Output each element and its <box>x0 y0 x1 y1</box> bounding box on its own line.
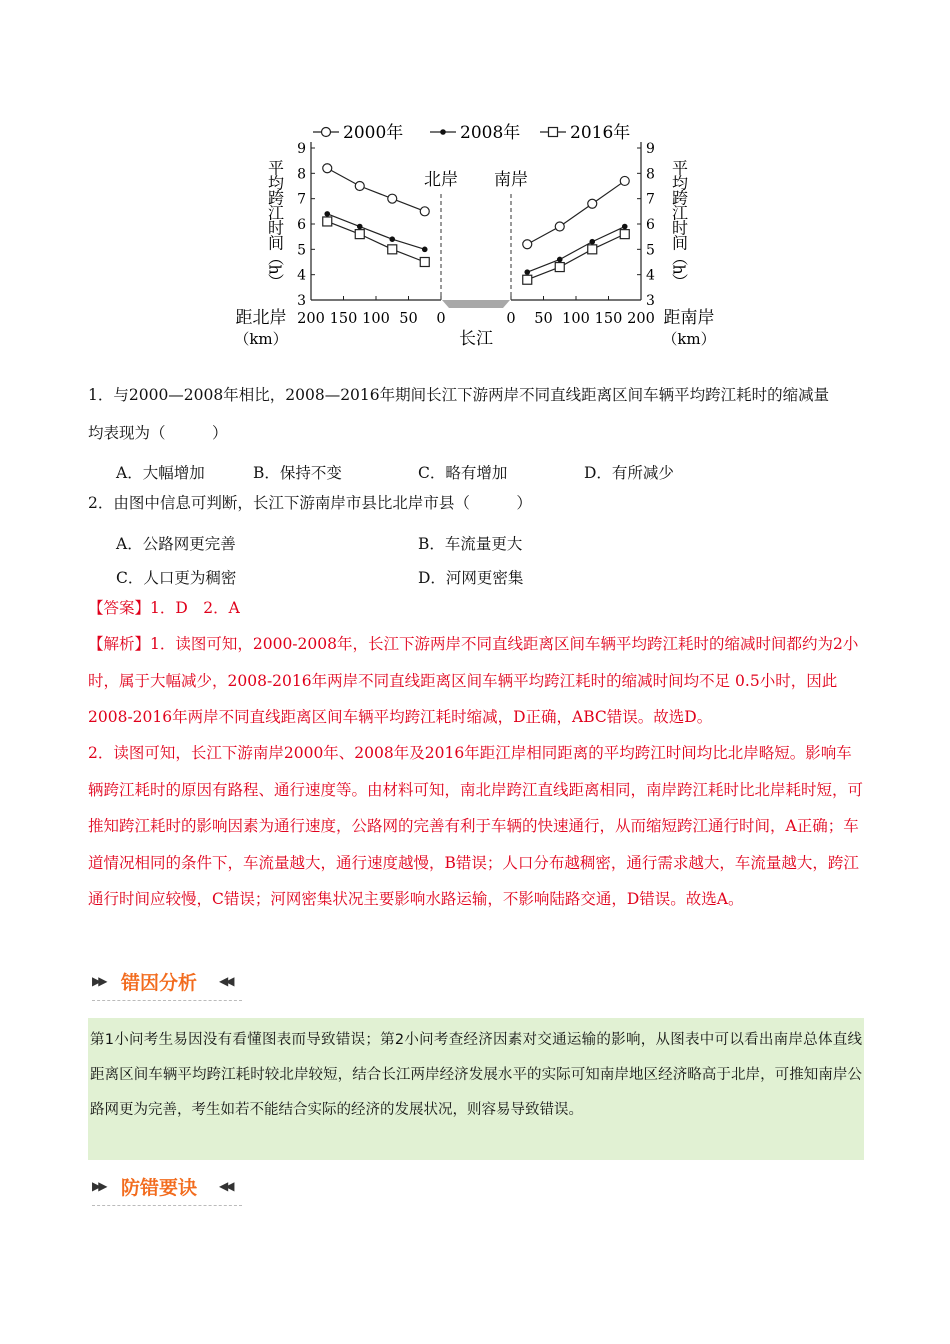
south-series-line-1 <box>527 227 625 273</box>
north-data-point <box>323 164 332 173</box>
q2-option-a: A．公路网更完善 <box>116 535 236 553</box>
q2-option-b: B．车流量更大 <box>418 535 523 553</box>
error-analysis-text: 第1小问考生易因没有看懂图表而导致错误；第2小问考查经济因素对交通运输的影响，从图表中可以看出南岸总体直线距离区间车辆平均跨江耗时较北岸较短，结合长江两岸经济发展水平的实际可知南岸地区经济略高于北岸，可推知南岸公路网更为完善，考生如若不能结合实际的经济的发展状况，则容易导致错误。 <box>90 1032 862 1118</box>
q1-stem-line1: 1．与2000—2008年相比，2008—2016年期间长江下游两岸不同直线距离区间车辆平均跨江耗时的缩减量 <box>88 386 830 404</box>
south-data-point <box>588 199 597 208</box>
river-shape <box>442 300 510 308</box>
south-x-unit-label: （km） <box>662 330 716 348</box>
left-y-tick-label: 5 <box>297 242 306 259</box>
left-y-tick-label: 6 <box>297 217 306 233</box>
north-data-point <box>388 194 397 203</box>
prevent-error-title: 防错要诀 <box>121 1177 198 1199</box>
north-x-axis-label: 距北岸 <box>235 308 287 328</box>
q1-option-a: A．大幅增加 <box>116 464 205 482</box>
analysis-paragraph-2: 2．读图可知，长江下游南岸2000年、2008年及2016年距江岸相同距离的平均跨江时间均比北岸略短。影响车辆跨江耗时的原因有路程、通行速度等。由材料可知，南北岸跨江直线距离相同，南岸跨江耗时比北岸耗时短，可推知跨江耗时的影响因素为通行速度，公路网的完善有利于车辆的快速通行，从而缩短跨江通行时间，A正确；车道情况相同的条件下，车流量越大，通行速度越慢，B错误；人口分布越稠密，通行需求越大，车流量越大，跨江通行时间应较慢，C错误；河网密集状况主要影响水路运输，不影响陆路交通，D错误。故选A。 <box>88 744 864 908</box>
north-data-point <box>389 236 395 242</box>
q1-option-b: B．保持不变 <box>253 464 342 482</box>
chart-svg <box>225 112 725 362</box>
north-x-tick-label: 200 <box>297 311 325 327</box>
south-data-point <box>620 176 629 185</box>
north-data-point <box>355 182 364 191</box>
south-series-line-0 <box>527 181 625 244</box>
south-x-tick-label: 50 <box>534 311 553 327</box>
north-data-point <box>324 211 330 217</box>
north-data-point <box>323 217 332 226</box>
north-data-point <box>420 258 429 267</box>
legend-marker <box>322 128 331 137</box>
legend-label: 2016年 <box>570 123 631 143</box>
south-data-point <box>622 224 628 230</box>
north-data-point <box>422 247 428 253</box>
river-label: 长江 <box>459 329 493 349</box>
right-y-tick-label: 5 <box>646 242 655 259</box>
q2-stem: 2．由图中信息可判断，长江下游南岸市县比北岸市县（ ） <box>88 494 532 512</box>
legend-label: 2000年 <box>343 123 404 143</box>
south-x-tick-label: 200 <box>627 311 655 327</box>
north-x-tick-label: 150 <box>329 311 358 327</box>
double-arrow-right-icon: ▶▶ <box>92 1179 105 1193</box>
double-arrow-left-icon: ◀◀ <box>219 974 232 988</box>
right-y-tick-label: 7 <box>646 191 655 208</box>
left-y-tick-label: 4 <box>297 267 306 284</box>
south-data-point <box>557 257 563 263</box>
error-analysis-box <box>88 1018 864 1160</box>
right-y-tick-label: 4 <box>646 267 655 284</box>
legend-label: 2008年 <box>460 123 521 143</box>
south-data-point <box>524 269 530 275</box>
south-x-tick-label: 100 <box>562 311 590 327</box>
north-series-line-0 <box>327 168 425 211</box>
south-data-point <box>555 263 564 272</box>
south-x-tick-label: 0 <box>506 311 516 327</box>
q2-option-c: C．人口更为稠密 <box>116 569 237 587</box>
south-data-point <box>555 222 564 231</box>
south-data-point <box>523 240 532 249</box>
south-data-point <box>620 230 629 239</box>
north-x-tick-label: 0 <box>436 311 446 327</box>
double-arrow-left-icon: ◀◀ <box>219 1179 232 1193</box>
north-series-line-2 <box>327 221 425 262</box>
prevent-error-header <box>92 1173 242 1206</box>
south-data-point <box>589 239 595 245</box>
left-y-tick-label: 9 <box>297 141 306 157</box>
right-y-tick-label: 6 <box>646 217 655 233</box>
q1-option-d: D．有所减少 <box>584 464 674 482</box>
south-data-point <box>588 245 597 254</box>
left-y-tick-label: 8 <box>297 166 306 183</box>
analysis-paragraph-1: 【解析】1．读图可知，2000-2008年，长江下游两岸不同直线距离区间车辆平均跨江耗时的缩减时间都约为2小时，属于大幅减少，2008-2016年两岸不同直线距离区间车辆平均跨江耗时的缩减时间均不足 0.5小时，因此 2008-2016年两岸不同直线距离区间车辆平均跨江耗时缩减，D正确，ABC错误。故选D。 <box>88 635 859 726</box>
south-x-axis-label: 距南岸 <box>663 308 715 328</box>
left-y-axis-label: 平均跨江时间（h） <box>265 159 285 289</box>
left-y-tick-label: 7 <box>297 191 306 208</box>
north-data-point <box>420 207 429 216</box>
south-series-line-2 <box>527 234 625 280</box>
north-data-point <box>355 230 364 239</box>
legend-marker <box>549 128 558 137</box>
q2-option-d: D．河网更密集 <box>418 569 524 587</box>
answer-line: 【答案】1．D 2．A <box>88 599 240 617</box>
north-data-point <box>357 224 363 230</box>
legend-marker <box>440 129 446 135</box>
south-x-tick-label: 150 <box>594 311 623 327</box>
right-y-tick-label: 9 <box>646 141 655 157</box>
north-x-tick-label: 50 <box>399 311 418 327</box>
left-y-tick-label: 3 <box>297 293 306 309</box>
right-y-tick-label: 8 <box>646 166 655 183</box>
south-data-point <box>523 275 532 284</box>
north-series-line-1 <box>327 214 425 249</box>
north-bank-label: 北岸 <box>424 170 458 190</box>
error-analysis-header <box>92 968 242 1001</box>
north-data-point <box>388 245 397 254</box>
right-y-axis-label: 平均跨江时间（h） <box>669 159 689 289</box>
north-x-unit-label: （km） <box>234 330 288 348</box>
q1-option-c: C．略有增加 <box>418 464 508 482</box>
error-analysis-title: 错因分析 <box>121 972 198 994</box>
right-y-tick-label: 3 <box>646 293 655 309</box>
double-arrow-right-icon: ▶▶ <box>92 974 105 988</box>
chart <box>225 112 725 362</box>
q1-stem-line2: 均表现为（ ） <box>88 424 228 442</box>
north-x-tick-label: 100 <box>362 311 390 327</box>
south-bank-label: 南岸 <box>494 170 528 190</box>
